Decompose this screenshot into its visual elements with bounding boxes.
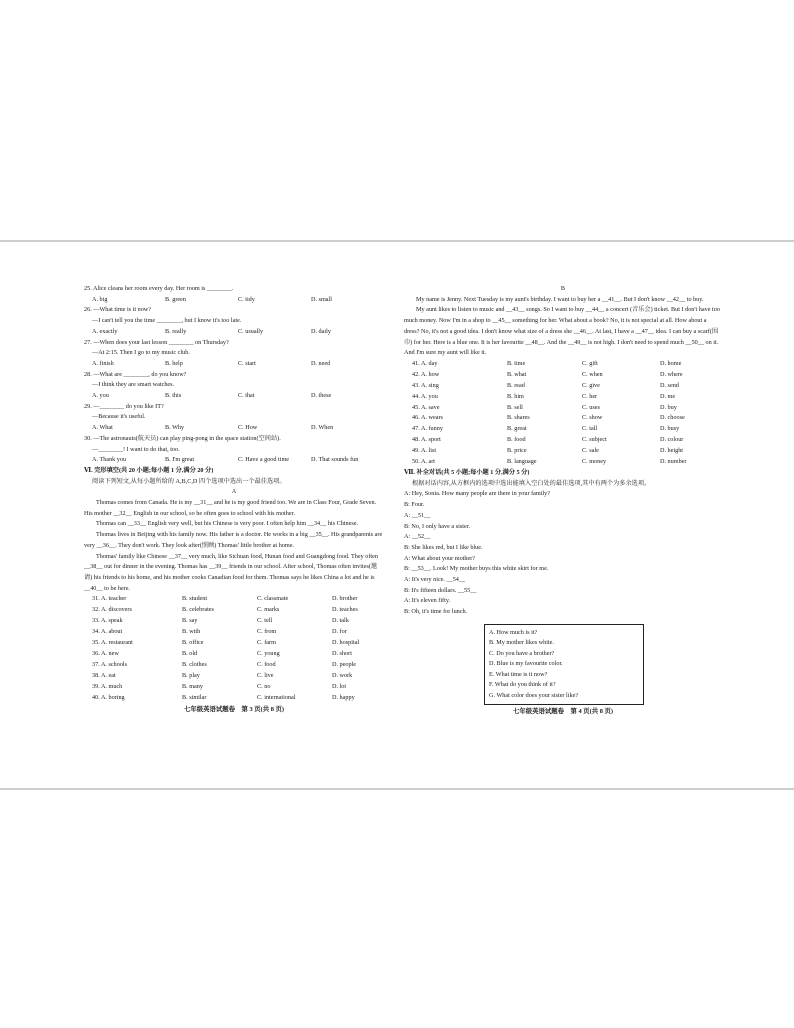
option: C. international [257,693,296,701]
question-27-stem: 27. —When does your last lesson ________ on Thursday? [84,338,229,346]
option: D. number [660,458,687,466]
passage-b-paragraph: My aunt likes to listen to music and __43__ songs. So I want to buy __44__ a concert (音乐会) ticket. But I don't have too much money. Now I'm in a shop to __45__ something for her. What about a book? No, it is not special at all. How about a dress? No, it's not a good idea. I don't know what size of a dress she __46__. At last, I have a __47__ idea. I can buy a scarf(围巾) for her. Here is a blue one. It is her favourite __48__. And the __49__ is not high. I don't need to spend much __50__ on it. And I'm sure my aunt will like it. [404,306,720,357]
option: B. help [165,359,183,367]
option: C. food [257,660,276,668]
option: C. tall [582,425,598,433]
option: A. Thank you [92,456,127,464]
option: 32. A. discovers [92,606,132,614]
option: 39. A. much [92,682,123,690]
box-option: D. Blue is my favourite color. [489,660,563,668]
option: 37. A. schools [92,660,128,668]
option: D. lot [332,682,347,690]
question-28-options [84,391,384,402]
option: A. What [92,424,113,432]
option: D. That sounds fun [311,456,359,464]
dialogue-line: B: __53__. Look! My mother buys this white skirt for me. [404,565,549,573]
option: A. finish [92,359,114,367]
question-27-options [84,359,384,370]
question-30-line2: —________! I want to do that, too. [92,445,180,453]
option: B. student [182,595,208,603]
page-footer: 七年级英语试题卷 第 3 页(共 8 页) [183,706,285,714]
passage-a-paragraph: Thomas can __33__ English very well, but his Chinese is very poor. I often help him __34__ his Chinese. [96,520,359,528]
option: 41. A. day [412,359,438,367]
option: D. people [332,660,357,668]
section-7-title: Ⅶ. 补全对话(共 5 小题;每小题 1 分,满分 5 分) [404,468,530,476]
option: B. play [182,671,200,679]
option: C. Have a good time [238,456,290,464]
option: B. sell [507,403,523,411]
option: B. many [182,682,203,690]
option: D. choose [660,414,685,422]
option: B. him [507,392,524,400]
option: D. happy [332,693,355,701]
dialogue-line: A: What about your mother? [404,554,476,562]
box-option: C. Do you have a brother? [489,649,555,657]
question-28-line2: —I think they are smart watches. [92,381,175,389]
option: C. that [238,392,255,400]
option: C. farm [257,639,276,647]
option: B. read [507,381,525,389]
option: D. work [332,671,353,679]
option: A. exactly [92,327,118,335]
passage-b-paragraph: My name is Jenny. Next Tuesday is my aunt's birthday. I want to buy her a __41__. But I don't know __42__ to buy. [416,295,704,303]
option: C. start [238,359,256,367]
option: C. sale [582,447,599,455]
question-25-options [84,295,384,306]
option: C. usually [238,327,264,335]
question-30-stem: 30. —The astronauts(航天员) can play ping-pong in the space station(空间站). [84,434,281,442]
option: 47. A. funny [412,425,443,433]
option: B. language [507,458,537,466]
option: C. live [257,671,274,679]
option: C. classmate [257,595,289,603]
passage-a-paragraph: Thomas comes from Canada. He is my __31__ and he is my good friend too. We are in Class Four, Grade Seven. His mother __32__ English in our school, so he often goes to school with his mother. [84,499,377,517]
scan-edge-top [0,240,794,242]
option: B. with [182,628,201,636]
option: C. from [257,628,277,636]
option: 43. A. sing [412,381,439,389]
option: D. colour [660,436,684,444]
option: D. small [311,295,332,303]
dialogue-line: B: Oh, it's time for lunch. [404,608,468,616]
option: B. food [507,436,526,444]
option: C. How [238,424,258,432]
dialogue-line: B: Four. [404,501,425,509]
option: D. brother [332,595,358,603]
dialogue-line: A: __52__ [404,533,431,541]
option: 31. A. teacher [92,595,127,603]
question-27-line2: —At 2:15. Then I go to my music club. [92,349,190,357]
box-option: A. How much is it? [489,628,538,636]
question-25-stem: 25. Alice cleans her room every day. Her room is ________. [84,285,234,292]
option: C. money [582,458,607,466]
option: D. When [311,424,334,432]
dialogue [404,489,722,617]
question-29-stem: 29. —________ do you like IT? [84,402,164,410]
option: B. this [165,392,182,400]
option: 46. A. wears [412,414,443,422]
option: D. height [660,447,684,455]
option: C. young [257,649,280,657]
option: B. celebrates [182,606,214,614]
option: C. her [582,392,598,400]
dialogue-line: B: No, I only have a sister. [404,522,470,530]
box-option: G. What color does your sister like? [489,691,579,699]
page-footer: 七年级英语试题卷 第 4 页(共 8 页) [512,708,614,716]
option: B. great [507,425,527,433]
option: C. marks [257,606,280,614]
option: 45. A. save [412,403,440,411]
option: D. need [311,359,331,367]
dialogue-line: A: It's very nice. __54__ [404,576,466,584]
option: 35. A. restaurant [92,639,133,647]
option: A. you [92,392,109,400]
option: 44. A. you [412,392,438,400]
option: B. what [507,370,527,378]
option: D. teaches [332,606,358,614]
option: 42. A. how [412,370,440,378]
option: C. give [582,381,600,389]
option: 40. A. boring [92,693,125,701]
option: B. old [182,649,198,657]
question-30-options [84,455,384,466]
option: C. gift [582,359,598,367]
option: B. Why [165,424,185,432]
option: 38. A. eat [92,671,116,679]
question-26-line2: —I can't tell you the time ________, but I know it's too late. [92,317,242,325]
section-6-title: Ⅵ. 完形填空(共 20 小题;每小题 1 分,满分 20 分) [84,466,214,474]
question-26-stem: 26. —What time is it now? [84,306,152,314]
option: C. tell [257,617,273,625]
option: C. when [582,370,603,378]
option: 34. A. about [92,628,123,636]
option: B. price [507,447,527,455]
exam-page-4 [404,284,722,754]
option: D. daily [311,327,331,335]
passage-b-label: B [560,285,566,292]
dialogue-line: B: She likes red, but I like blue. [404,543,483,551]
option: D. buy [660,403,677,411]
exam-page-3 [84,284,384,754]
box-option: F. What do you think of it? [489,681,556,689]
section-6-instructions: 阅读下列短文,从每小题所给的 A,B,C,D 四个选项中选出一个最佳选项。 [92,477,286,485]
option: C. show [582,414,603,422]
box-option: B. My mother likes white. [489,639,554,647]
option: D. me [660,392,676,400]
dialogue-line: A: Hey, Sonia. How many people are there in your family? [404,490,550,498]
section-7-instructions: 根据对话内容,从方框内的选项中选出能填入空白处的最佳选项,其中有两个为多余选项。 [412,479,651,487]
option: B. shares [507,414,530,422]
option: B. really [165,327,187,335]
question-26-options [84,327,384,338]
option: 36. A. new [92,649,119,657]
passage-a-label: A [231,488,237,496]
option: B. similar [182,693,207,701]
option: D. busy [660,425,680,433]
question-29-options [84,423,384,434]
option: B. office [182,639,204,647]
option: C. tidy [238,295,255,303]
option: B. green [165,295,186,303]
passage-a-paragraph: Thomas lives in Beijing with his family now. His father is a doctor. He works in a big __35__. His grandparents are very __36__. They don't work. They look after(照顾) Thomas' little brother at home. [84,531,383,549]
dialogue-line: A: __51__ [404,511,431,519]
passage-a-paragraph: Thomas' family like Chinese __37__ very much, like Sichuan food, Hunan food and Guangdong food. They often __38__ out for dinner in the evening. Thomas has __39__ friends in our school. After school, Thomas often invites(邀请) his friends to his home, and his mother cooks Canadian food for them. Thomas says he likes China a lot and he is __40__ to be here. [84,552,378,592]
question-29-line2: —Because it's useful. [92,413,146,421]
cloze-options-41-50 [404,359,722,468]
option: D. send [660,381,679,389]
option: C. no [257,682,271,690]
option: C. subject [582,436,607,444]
cloze-options-31-40 [84,594,384,703]
option: C. uses [582,403,600,411]
option: D. home [660,359,682,367]
dialogue-line: A: It's eleven fifty. [404,597,451,605]
option: D. where [660,370,683,378]
option: D. hospital [332,639,360,647]
option: B. time [507,359,526,367]
option: B. clothes [182,660,207,668]
question-28-stem: 28. —What are ________, do you know? [84,370,187,378]
scan-edge-bottom [0,788,794,790]
option: 48. A. sport [412,436,441,444]
dialogue-line: B: It's fifteen dollars. __55__ [404,586,477,594]
option: 49. A. list [412,447,437,455]
option: D. talk [332,617,349,625]
option: D. short [332,649,352,657]
option: 33. A. speak [92,617,123,625]
option: B. say [182,617,198,625]
option: B. I'm great [165,456,195,464]
option: D. these [311,392,332,400]
box-option: E. What time is it now? [489,670,548,678]
option: A. big [92,295,108,303]
option: 50. A. art [412,458,436,466]
options-box [484,624,644,706]
option: D. for [332,628,347,636]
